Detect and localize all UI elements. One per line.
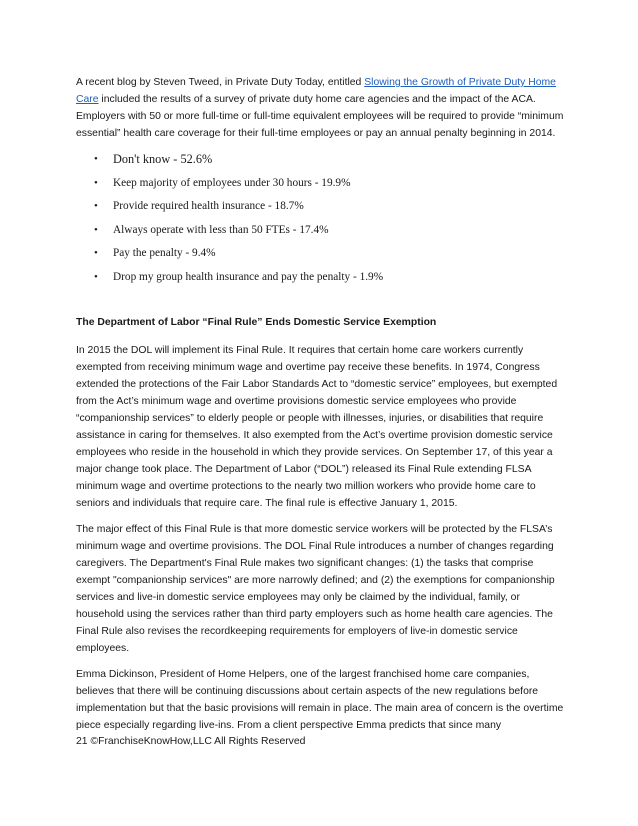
list-item-text: Pay the penalty - 9.4% bbox=[113, 247, 216, 259]
bullet-icon: • bbox=[94, 176, 98, 189]
intro-text-post: included the results of a survey of private duty home care agencies and the impact of the ACA. Employers with 50 or more full-time or full-time equivalent employees will be required to provide “minimum essential” health care coverage for their full-time employees or pay an annual penalty beginning in 2014. bbox=[76, 94, 564, 139]
bullet-icon: • bbox=[94, 153, 98, 165]
page-footer: 21 ©FranchiseKnowHow,LLC All Rights Reserved bbox=[76, 736, 306, 747]
survey-results-list bbox=[76, 152, 564, 284]
list-item-text: Keep majority of employees under 30 hours - 19.9% bbox=[113, 176, 351, 189]
bullet-icon: • bbox=[94, 223, 98, 236]
bullet-icon: • bbox=[94, 247, 98, 259]
section-heading: The Department of Labor “Final Rule” Ends Domestic Service Exemption bbox=[76, 316, 437, 328]
list-item-text: Drop my group health insurance and pay the penalty - 1.9% bbox=[113, 270, 384, 283]
list-item bbox=[76, 270, 564, 284]
list-item-text: Don't know - 52.6% bbox=[113, 152, 213, 166]
bullet-icon: • bbox=[94, 270, 98, 283]
body-paragraph: Emma Dickinson, President of Home Helpers, one of the largest franchised home care companies, believes that there will be continuing discussions about certain aspects of the new regulations before implementation but that the basic provisions will remain in place. The main area of concern is the overtime piece especially regarding live-ins. From a client perspective Emma predicts that since many bbox=[76, 668, 564, 731]
list-item bbox=[76, 152, 564, 166]
list-item-text: Provide required health insurance - 18.7% bbox=[113, 200, 304, 212]
body-paragraph: In 2015 the DOL will implement its Final Rule. It requires that certain home care workers currently exempted from receiving minimum wage and overtime pay receive these benefits. In 1974, Congress extended the protections of the Fair Labor Standards Act to “domestic service” employees, but exempted from the Act’s minimum wage and overtime provisions domestic service employees who provide “companionship services” to elderly people or people with illnesses, injuries, or disabilities that require assistance in caring for themselves. It also exempted from the Act’s overtime provision domestic service employees who reside in the household in which they provide services. On September 17, of this year a major change took place. The Department of Labor (“DOL”) released its Final Rule extending FLSA minimum wage and overtime protections to the nearly two million workers who provide home care to seniors and individuals that require care. The final rule is effective January 1, 2015. bbox=[76, 344, 558, 509]
list-item bbox=[76, 199, 564, 213]
intro-paragraph bbox=[76, 74, 564, 142]
list-item-text: Always operate with less than 50 FTEs - 17.4% bbox=[113, 223, 329, 236]
blog-link[interactable]: Slowing the Growth of Private Duty Home Care bbox=[76, 77, 556, 105]
body-paragraph: The major effect of this Final Rule is that more domestic service workers will be protected by the FLSA’s minimum wage and overtime provisions. The DOL Final Rule introduces a number of changes regarding caregivers. The Department's Final Rule makes two significant changes: (1) the tasks that comprise exempt "companionship services" are more narrowly defined; and (2) the exemptions for companionship services and live-in domestic service employees may only be claimed by the individual, family, or household using the services rather than third party employers such as home health care agencies. The Final Rule also revises the recordkeeping requirements for employers of live-in domestic service employees. bbox=[76, 523, 555, 654]
intro-text-pre: A recent blog by Steven Tweed, in Private Duty Today, entitled bbox=[76, 77, 365, 88]
list-item bbox=[76, 246, 564, 260]
list-item bbox=[76, 223, 564, 237]
list-item bbox=[76, 176, 564, 190]
bullet-icon: • bbox=[94, 200, 98, 212]
page-content bbox=[76, 74, 564, 743]
